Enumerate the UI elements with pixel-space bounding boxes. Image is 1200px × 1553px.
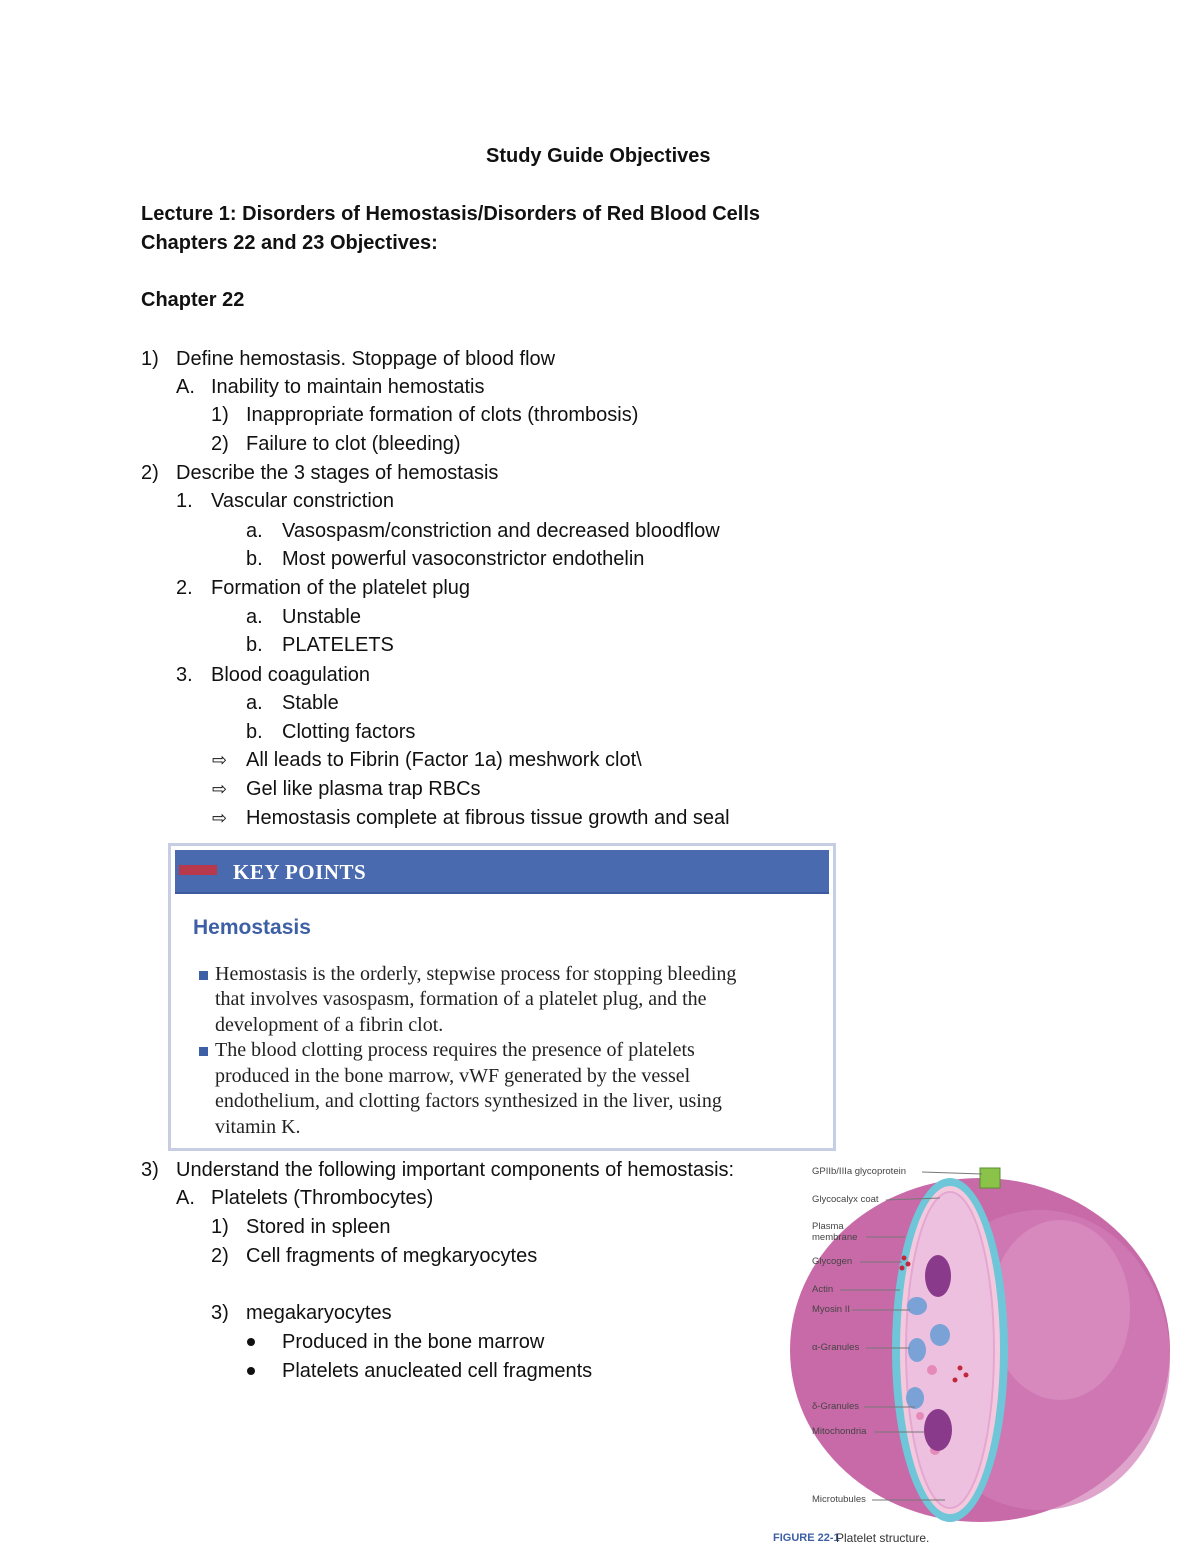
key-point-2-line-2: produced in the bone marrow, vWF generated by the vessel: [215, 1065, 691, 1087]
label-membrane: membrane: [812, 1232, 858, 1243]
stage2b-number: b.: [246, 634, 263, 656]
obj3-i2-number: 2): [211, 1245, 229, 1267]
label-plasma: Plasma: [812, 1221, 844, 1232]
stage1-number: 1.: [176, 490, 193, 512]
obj1-number: 1): [141, 348, 159, 370]
key-points-box: [168, 843, 836, 1151]
obj1-a2-text: Failure to clot (bleeding): [246, 433, 461, 455]
square-bullet-icon: [199, 1047, 208, 1056]
key-point-1-line-2: that involves vasospasm, formation of a platelet plug, and the: [215, 988, 707, 1010]
square-bullet-icon: [199, 971, 208, 980]
obj3-i3-number: 3): [211, 1302, 229, 1324]
obj3-i1-number: 1): [211, 1216, 229, 1238]
obj1-a-text: Inability to maintain hemostatis: [211, 376, 485, 398]
obj3-i1-text: Stored in spleen: [246, 1216, 391, 1238]
stage2b-text: PLATELETS: [282, 634, 394, 656]
obj3-bullet-2: Platelets anucleated cell fragments: [282, 1360, 593, 1382]
stage1-text: Vascular constriction: [211, 490, 395, 512]
label-alpha-granules: α-Granules: [812, 1342, 860, 1353]
stage1b-number: b.: [246, 548, 263, 570]
stage2-text: Formation of the platelet plug: [211, 577, 471, 599]
obj1-a2-number: 2): [211, 433, 229, 455]
label-actin: Actin: [812, 1284, 834, 1295]
figure-number: FIGURE 22-1: [773, 1532, 840, 1544]
stage1a-number: a.: [246, 520, 263, 542]
obj3-text: Understand the following important components of hemostasis:: [176, 1159, 735, 1181]
stage3b-number: b.: [246, 721, 263, 743]
key-point-2-line-4: vitamin K.: [215, 1116, 301, 1138]
obj3-i2-text: Cell fragments of megkaryocytes: [246, 1245, 538, 1267]
bullet-icon: [247, 1338, 255, 1346]
key-point-2-line-3: endothelium, and clotting factors synthesized in the liver, using: [215, 1090, 722, 1112]
obj3-a-text: Platelets (Thrombocytes): [211, 1187, 434, 1209]
stage2-number: 2.: [176, 577, 193, 599]
key-point-2-line-1: The blood clotting process requires the presence of platelets: [215, 1039, 695, 1061]
label-glycogen: Glycogen: [812, 1256, 853, 1267]
key-points-banner: [175, 850, 829, 894]
key-point-1-line-1: Hemostasis is the orderly, stepwise process for stopping bleeding: [215, 963, 737, 985]
obj1-text: Define hemostasis. Stoppage of blood flow: [176, 348, 556, 370]
obj3-bullet-1: Produced in the bone marrow: [282, 1331, 545, 1353]
arrow-item-3: Hemostasis complete at fibrous tissue growth and seal: [246, 807, 730, 829]
stage1a-text: Vasospasm/constriction and decreased bloodflow: [282, 520, 720, 542]
label-microtubules: Microtubules: [812, 1494, 866, 1505]
stage3a-number: a.: [246, 692, 263, 714]
label-gp-glycoprotein: GPIIb/IIIa glycoprotein: [812, 1166, 906, 1177]
chapters-heading: Chapters 22 and 23 Objectives:: [141, 232, 438, 254]
arrow-item-1: All leads to Fibrin (Factor 1a) meshwork clot\: [246, 749, 642, 771]
platelet-structure-figure: [773, 1150, 1200, 1550]
obj1-a1-text: Inappropriate formation of clots (thrombosis): [246, 404, 639, 426]
obj3-a-number: A.: [176, 1187, 195, 1209]
stage3-number: 3.: [176, 664, 193, 686]
obj3-i3-text: megakaryocytes: [246, 1302, 392, 1324]
key-point-1-line-3: development of a fibrin clot.: [215, 1014, 444, 1036]
key-points-heading: Hemostasis: [193, 916, 311, 939]
obj1-a-number: A.: [176, 376, 195, 398]
obj2-number: 2): [141, 462, 159, 484]
bullet-icon: [247, 1367, 255, 1375]
chapter-heading: Chapter 22: [141, 289, 245, 311]
obj3-number: 3): [141, 1159, 159, 1181]
arrow-right-icon: ⇨: [212, 808, 228, 828]
figure-caption: Platelet structure.: [836, 1531, 930, 1545]
stage1b-text: Most powerful vasoconstrictor endothelin: [282, 548, 645, 570]
label-delta-granules: δ-Granules: [812, 1401, 859, 1412]
stage3a-text: Stable: [282, 692, 339, 714]
obj2-text: Describe the 3 stages of hemostasis: [176, 462, 499, 484]
label-myosin: Myosin II: [812, 1304, 851, 1315]
lecture-heading: Lecture 1: Disorders of Hemostasis/Disorders of Red Blood Cells: [141, 203, 761, 225]
arrow-right-icon: ⇨: [212, 750, 228, 770]
page-title: Study Guide Objectives: [486, 145, 711, 167]
stage2a-number: a.: [246, 606, 263, 628]
stage3b-text: Clotting factors: [282, 721, 416, 743]
key-points-title: KEY POINTS: [233, 860, 367, 884]
arrow-item-2: Gel like plasma trap RBCs: [246, 778, 481, 800]
obj1-a1-number: 1): [211, 404, 229, 426]
label-mitochondria: Mitochondria: [812, 1426, 867, 1437]
stage3-text: Blood coagulation: [211, 664, 371, 686]
arrow-right-icon: ⇨: [212, 779, 228, 799]
label-glycocalyx: Glycocalyx coat: [812, 1194, 879, 1205]
stage2a-text: Unstable: [282, 606, 361, 628]
banner-flag-icon: [179, 865, 217, 875]
